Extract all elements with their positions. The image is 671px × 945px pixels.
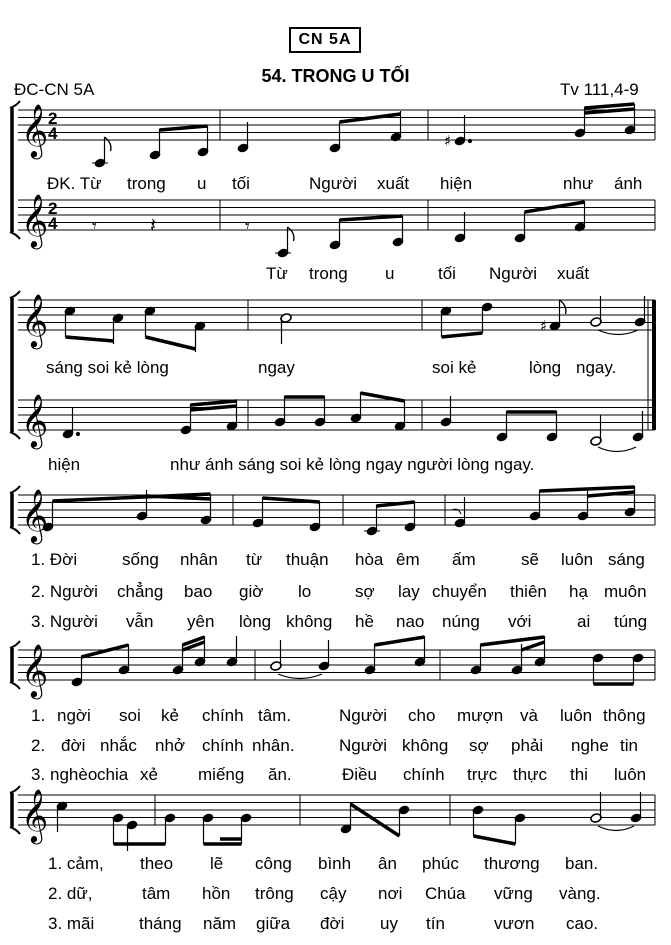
lyric-word: u xyxy=(385,264,395,283)
tie-curve xyxy=(598,330,638,335)
lyric-word: và xyxy=(520,706,538,725)
lyric-word: ngay. xyxy=(576,358,617,377)
note-beam xyxy=(351,804,400,836)
lyric-word: hồn xyxy=(202,884,231,903)
tie-curve xyxy=(598,826,634,831)
lyric-word: luôn xyxy=(561,550,594,569)
lyric-word: 1. Đời xyxy=(31,550,78,569)
note-beam xyxy=(147,496,211,499)
lyric-word: 2. dữ, xyxy=(48,884,93,903)
song-title: 54. TRONG U TỐI xyxy=(261,66,410,86)
lyric-word: hiện xyxy=(440,174,473,193)
lyric-word: trông xyxy=(255,884,294,903)
sharp-icon: ♯ xyxy=(540,317,548,335)
lyric-word: sáng xyxy=(608,550,645,569)
bracket-hook xyxy=(10,432,20,439)
lyric-word: chẳng xyxy=(117,582,164,601)
note-beam xyxy=(160,126,208,130)
lyric-word: nhân. xyxy=(252,736,295,755)
lyric-word: núng xyxy=(442,612,480,631)
lyric-word: Người xyxy=(489,264,538,283)
time-signature-bottom: 4 xyxy=(48,124,58,143)
lyric-word: cao. xyxy=(566,914,599,933)
lyric-word: thuận xyxy=(286,550,329,569)
lyric-word: cậy xyxy=(320,884,347,903)
lyric-word: lòng xyxy=(239,612,272,631)
lyric-word: ăn. xyxy=(268,765,292,784)
lyric-word: miếng xyxy=(198,765,245,784)
lyric-refrain-voice2-line1 xyxy=(0,264,671,288)
lyric-verse2-line3 xyxy=(0,884,671,908)
treble-clef-icon: 𝄞 xyxy=(21,643,49,697)
bracket-hook xyxy=(10,232,20,239)
note-beam xyxy=(522,642,545,650)
lyric-word: như ánh sáng soi kẻ lòng ngay người lòng ngay. xyxy=(170,455,535,474)
lyric-word: Từ xyxy=(266,264,288,283)
lyric-word: soi kẻ xyxy=(432,358,477,377)
note-flag xyxy=(288,227,294,241)
lyric-word: công xyxy=(255,854,292,873)
lyric-word: thi xyxy=(570,765,588,784)
lyric-word: u xyxy=(197,174,207,193)
note-beam xyxy=(263,498,320,502)
lyric-word: 3. xyxy=(31,765,46,784)
note-beam xyxy=(340,216,403,220)
lyric-word: sẽ xyxy=(521,550,539,569)
lyric-word: thông xyxy=(603,706,646,725)
lyric-word: sợ xyxy=(355,582,375,601)
tie-curve xyxy=(598,447,636,452)
lyric-word: 3. mãi xyxy=(48,914,95,933)
lyric-word: Người xyxy=(309,174,358,193)
lyric-word: chia xyxy=(97,765,129,784)
lyric-word: Người xyxy=(339,736,388,755)
note-beam xyxy=(474,836,516,844)
lyric-word: ban. xyxy=(565,854,599,873)
lyric-word: tối xyxy=(232,174,250,193)
lyric-word: giữa xyxy=(256,914,291,933)
bracket-hook xyxy=(10,291,20,298)
psalm-reference: Tv 111,4-9 xyxy=(560,80,639,99)
time-signature-bottom: 4 xyxy=(48,214,58,233)
lyric-word: soi xyxy=(119,706,141,725)
bracket-hook xyxy=(10,527,20,534)
lyric-word: ngời xyxy=(57,706,91,725)
lyric-word: Người xyxy=(339,706,388,725)
lyric-word: tin xyxy=(620,736,638,755)
lyric-word: lay xyxy=(398,582,420,601)
lyric-word: xuất xyxy=(377,174,410,193)
lyric-refrain-voice2-line2 xyxy=(0,455,671,479)
lyric-word: lẽ xyxy=(210,854,224,873)
lyric-word: đời xyxy=(61,736,86,755)
tie-curve xyxy=(278,674,322,679)
lyric-word: ấm xyxy=(452,550,476,569)
dot xyxy=(468,139,471,142)
lyric-word: chính xyxy=(403,765,445,784)
lyric-word: yên xyxy=(187,612,215,631)
lyric-refrain-voice1-line1 xyxy=(0,174,671,198)
treble-clef-icon: 𝄞 xyxy=(21,193,49,247)
lyric-word: bao xyxy=(184,582,213,601)
bracket-hook xyxy=(10,827,20,834)
lyric-word: năm xyxy=(203,914,237,933)
treble-clef-icon: 𝄞 xyxy=(21,488,49,542)
code-badge: CN 5A xyxy=(289,27,361,53)
lyric-word: túng xyxy=(614,612,648,631)
note-beam xyxy=(66,337,114,341)
lyric-word: trong xyxy=(309,264,348,283)
lyric-verse1-line3 xyxy=(0,854,671,878)
lyric-word: phúc xyxy=(422,854,459,873)
lyric-word: đời xyxy=(320,914,345,933)
lyric-word: nao xyxy=(396,612,425,631)
lyric-word: không xyxy=(286,612,333,631)
lyric-word: 2. xyxy=(31,736,46,755)
lyric-word: hề xyxy=(355,612,374,631)
lyric-word: tâm. xyxy=(258,706,292,725)
lyric-word: ân xyxy=(378,854,397,873)
lyric-word: ngay xyxy=(258,358,295,377)
lyric-word: nhắc xyxy=(100,736,137,755)
lyric-verse3-line3 xyxy=(0,914,671,938)
lyric-word: thương xyxy=(484,854,540,873)
lyric-word: thiên xyxy=(510,582,547,601)
time-signature-top: 2 xyxy=(48,199,58,218)
bracket-hook xyxy=(10,641,20,648)
bracket-hook xyxy=(10,101,20,108)
lyric-word: ánh xyxy=(614,174,643,193)
note-beam xyxy=(540,487,635,491)
lyric-word: chính xyxy=(202,706,244,725)
bracket-hook xyxy=(10,486,20,493)
note-beam xyxy=(585,104,635,108)
lyric-word: chuyển xyxy=(432,582,487,601)
lyric-word: bình xyxy=(318,854,352,873)
lyric-word: 2. Người xyxy=(31,582,98,601)
lyric-word: xẻ xyxy=(140,765,158,784)
lyric-word: cho xyxy=(408,706,436,725)
note-beam xyxy=(375,637,425,645)
lyric-word: phải xyxy=(511,736,544,755)
treble-clef-icon: 𝄞 xyxy=(21,293,49,347)
lyric-word: hạ xyxy=(569,582,588,601)
lyric-word: giờ xyxy=(239,582,264,601)
header-left-code: ĐC-CN 5A xyxy=(14,80,95,99)
lyric-word: 1. cảm, xyxy=(48,854,104,873)
lyric-word: nơi xyxy=(378,884,403,903)
lyric-word: vững xyxy=(494,884,533,903)
lyric-word: 3. Người xyxy=(31,612,98,631)
note-beam xyxy=(82,645,129,657)
note-beam xyxy=(146,337,196,349)
lyric-word: vươn xyxy=(494,914,535,933)
lyric-word: êm xyxy=(396,550,420,569)
lyric-word: trong xyxy=(127,174,166,193)
lyric-word: sáng soi kẻ lòng xyxy=(46,358,169,377)
treble-clef-icon: 𝄞 xyxy=(21,788,49,842)
lyric-word: luôn xyxy=(614,765,647,784)
lyric-word: thực xyxy=(513,765,548,784)
lyric-word: kẻ xyxy=(161,706,179,725)
quarter-rest-icon: 𝄽 xyxy=(150,213,157,237)
note-beam xyxy=(191,401,237,405)
lyric-word: tín xyxy=(426,914,445,933)
lyric-word: sợ xyxy=(469,736,489,755)
lyric-verse2-line1 xyxy=(0,582,671,606)
note-beam xyxy=(191,406,237,410)
lyric-word: lo xyxy=(298,582,312,601)
bracket-hook xyxy=(10,682,20,689)
eighth-rest-icon: 𝄾 xyxy=(92,216,97,237)
time-signature-top: 2 xyxy=(48,109,58,128)
lyric-word: uy xyxy=(380,914,398,933)
lyric-word: nghe xyxy=(571,736,609,755)
lyric-verse3-line1 xyxy=(0,612,671,636)
lyric-word: Điều xyxy=(342,765,377,784)
lyric-verse1-line1 xyxy=(0,550,671,574)
lyric-word: 1. xyxy=(31,706,46,725)
lyric-word: tối xyxy=(438,264,456,283)
lyric-verse2-line2 xyxy=(0,736,671,760)
lyric-word: như xyxy=(563,174,594,193)
note-beam xyxy=(442,333,483,337)
eighth-rest-icon: 𝄾 xyxy=(245,216,250,237)
lyric-word: Chúa xyxy=(425,884,466,903)
lyric-word: luôn xyxy=(560,706,593,725)
lyric-word: nhân xyxy=(180,550,218,569)
note-flag xyxy=(105,137,111,151)
lyric-word: hiện xyxy=(48,455,81,474)
lyric-word: từ xyxy=(246,550,263,569)
treble-clef-icon: 𝄞 xyxy=(21,393,49,447)
lyric-word: theo xyxy=(140,854,174,873)
lyric-word: hòa xyxy=(355,550,384,569)
lyric-verse1-line2 xyxy=(0,706,671,730)
lyric-word: nghèo xyxy=(50,765,98,784)
lyric-word: với xyxy=(508,612,532,631)
lyric-word: lòng xyxy=(529,358,562,377)
lyric-word: vàng. xyxy=(559,884,601,903)
lyric-verse3-line2 xyxy=(0,765,671,789)
sharp-icon: ♯ xyxy=(444,132,452,150)
lyric-word: mượn xyxy=(457,706,504,725)
lyric-word: không xyxy=(402,736,449,755)
lyric-word: sống xyxy=(122,550,159,569)
lyric-refrain-voice1-line2 xyxy=(0,358,671,382)
lyric-word: ai xyxy=(577,612,591,631)
lyric-word: xuất xyxy=(557,264,590,283)
lyric-word: ĐK. Từ xyxy=(47,174,102,193)
lyric-word: trực xyxy=(467,765,498,784)
lyric-word: tháng xyxy=(139,914,182,933)
lyric-word: chính xyxy=(202,736,244,755)
lyric-word: nhở xyxy=(155,736,186,755)
lyric-word: vẫn xyxy=(126,612,154,631)
lyric-word: muôn xyxy=(604,582,647,601)
lyric-word: tâm xyxy=(142,884,171,903)
treble-clef-icon: 𝄞 xyxy=(21,103,49,157)
dot xyxy=(76,432,79,435)
